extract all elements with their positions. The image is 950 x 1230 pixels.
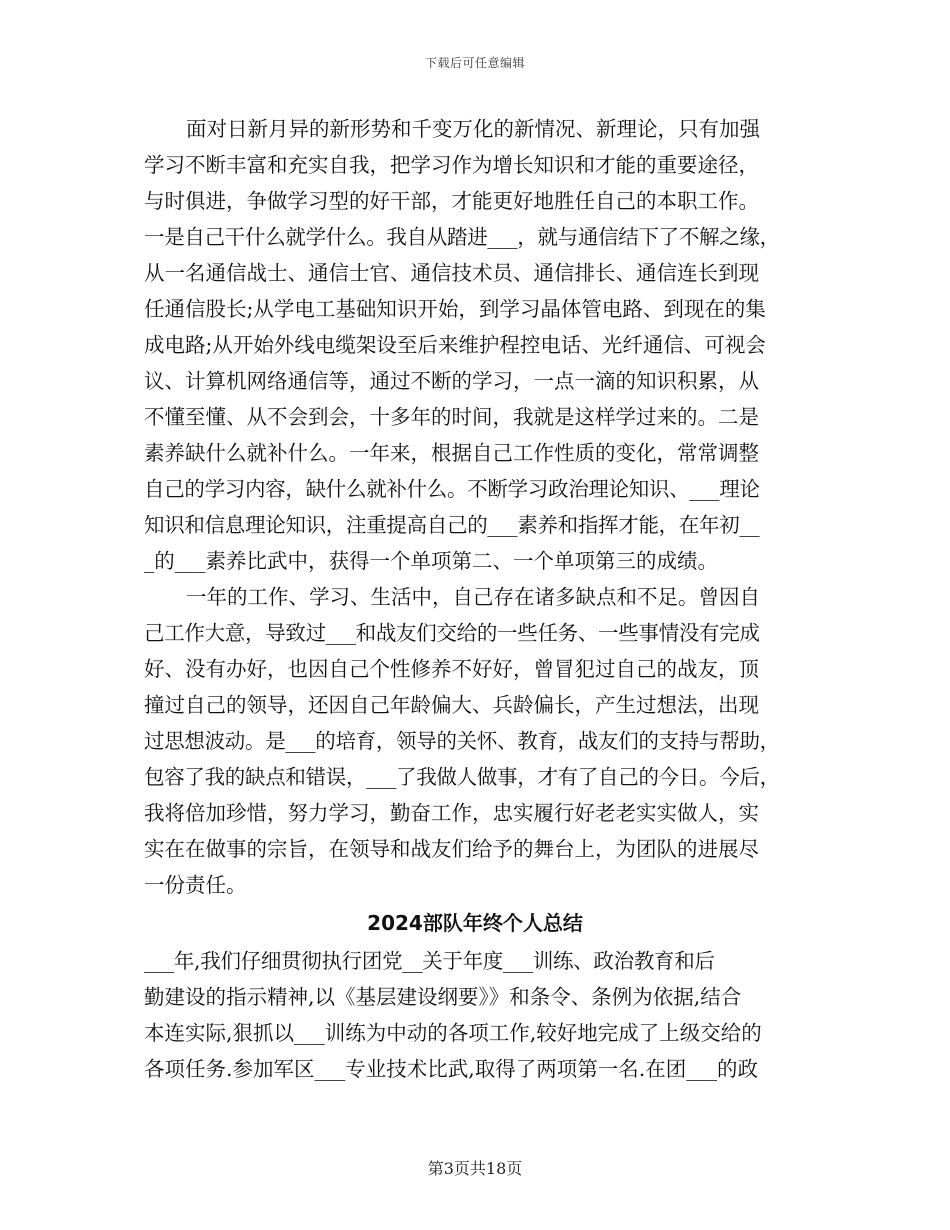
text-line: 各项任务.参加军区___专业技术比武,取得了两项第一名.在团___的政 bbox=[144, 1057, 759, 1081]
text-line: 勤建设的指示精神,以《基层建设纲要》》和条令、条例为依据,结合 bbox=[144, 985, 742, 1009]
text-line: 己工作大意，导致过___和战友们交给的一些任务、一些事情没有完成 bbox=[144, 621, 760, 645]
text-line: 过思想波动。是___的培育，领导的关怀、教育，战友们的支持与帮助， bbox=[144, 729, 780, 753]
text-line: 成电路;从开始外线电缆架设至后来维护程控电话、光纤通信、可视会 bbox=[144, 333, 766, 357]
header-note: 下载后可任意编辑 bbox=[424, 56, 525, 70]
text-line: 我将倍加珍惜，努力学习，勤奋工作，忠实履行好老老实实做人，实 bbox=[144, 801, 759, 825]
text-line: 与时俱进，争做学习型的好干部，才能更好地胜任自己的本职工作。 bbox=[144, 189, 759, 213]
text-line: 学习不断丰富和充实自我，把学习作为增长知识和才能的重要途径， bbox=[144, 153, 759, 177]
section-title: 2024部队年终个人总结 bbox=[367, 911, 583, 935]
text-line: 素养缺什么就补什么。一年来，根据自己工作性质的变化，常常调整 bbox=[144, 441, 759, 465]
text-line: 好、没有办好，也因自己个性修养不好好，曾冒犯过自己的战友，顶 bbox=[144, 657, 759, 681]
text-line: 从一名通信战士、通信士官、通信技术员、通信排长、通信连长到现 bbox=[144, 261, 759, 285]
text-line: 知识和信息理论知识，注重提高自己的___素养和指挥才能，在年初__ bbox=[144, 513, 760, 537]
text-line: 实在在做事的宗旨，在领导和战友们给予的舞台上，为团队的进展尽 bbox=[144, 837, 759, 861]
text-line: 任通信股长;从学电工基础知识开始，到学习晶体管电路、到现在的集 bbox=[144, 297, 766, 321]
text-line: 面对日新月异的新形势和千变万化的新情况、新理论，只有加强 bbox=[186, 117, 760, 141]
text-line: 议、计算机网络通信等，通过不断的学习，一点一滴的知识积累，从 bbox=[144, 369, 759, 393]
document-body bbox=[144, 111, 806, 1087]
text-line: 自己的学习内容，缺什么就补什么。不断学习政治理论知识、___理论 bbox=[144, 477, 760, 501]
text-line: 本连实际,狠抓以___训练为中动的各项工作,较好地完成了上级交给的 bbox=[144, 1021, 762, 1045]
text-line: ___年,我们仔细贯彻执行团党__关于年度___训练、政治教育和后 bbox=[144, 949, 715, 973]
text-line: 一是自己干什么就学什么。我自从踏进___，就与通信结下了不解之缘， bbox=[144, 225, 780, 249]
text-line: _的___素养比武中，获得一个单项第二、一个单项第三的成绩。 bbox=[144, 549, 718, 573]
page-number: 第3页共18页 bbox=[427, 1159, 523, 1178]
text-line: 撞过自己的领导，还因自己年龄偏大、兵龄偏长，产生过想法，出现 bbox=[144, 693, 759, 717]
text-line: 一份责任。 bbox=[144, 873, 247, 897]
text-line: 一年的工作、学习、生活中，自己存在诸多缺点和不足。曾因自 bbox=[186, 585, 760, 609]
text-line: 不懂至懂、从不会到会，十多年的时间，我就是这样学过来的。二是 bbox=[144, 405, 759, 429]
text-line: 包容了我的缺点和错误，___了我做人做事，才有了自己的今日。今后， bbox=[144, 765, 780, 789]
